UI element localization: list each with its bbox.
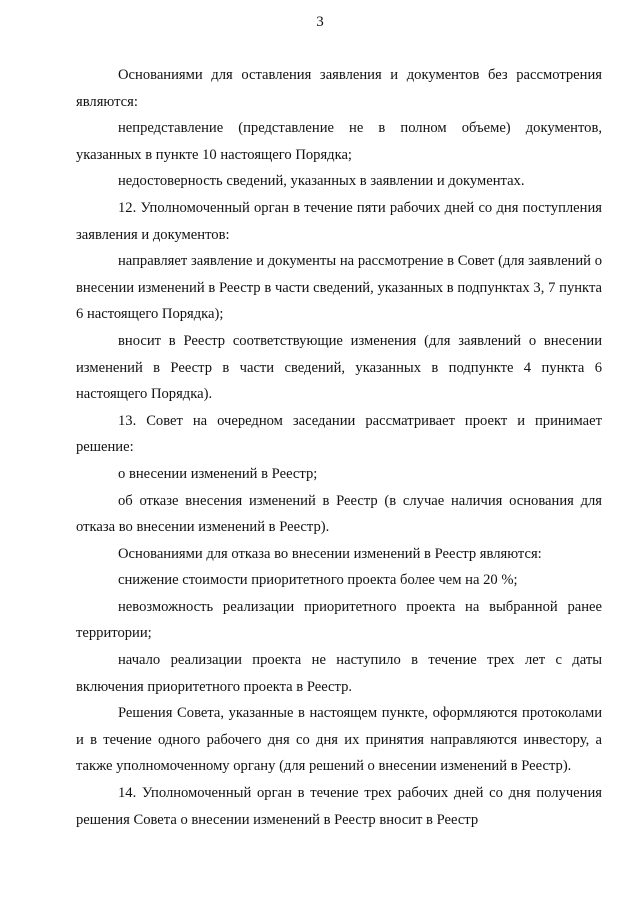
paragraph: Решения Совета, указанные в настоящем пункте, оформляются протоколами и в течение одного рабочего дня со дня их принятия направляются инвестору, а также уполномоченному органу (для решений о внесении изменений в Реестр). (76, 705, 602, 775)
paragraph: начало реализации проекта не наступило в течение трех лет с даты включения приоритетного проекта в Реестр. (76, 652, 602, 695)
paragraph: снижение стоимости приоритетного проекта более чем на 20 %; (118, 572, 518, 589)
paragraph: непредставление (представление не в полном объеме) документов, указанных в пункте 10 настоящего Порядка; (76, 120, 602, 163)
paragraph: 13. Совет на очередном заседании рассматривает проект и принимает решение: (76, 412, 602, 456)
paragraph: о внесении изменений в Реестр; (118, 465, 318, 482)
paragraph: 14. Уполномоченный орган в течение трех рабочих дней со дня получения решения Совета о внесении изменений в Реестр вносит в Реестр (76, 785, 602, 828)
page-number: 3 (316, 14, 324, 30)
paragraph: недостоверность сведений, указанных в заявлении и документах. (118, 173, 525, 190)
paragraph: направляет заявление и документы на рассмотрение в Совет (для заявлений о внесении изменений в Реестр в части сведений, указанных в подпунктах 3, 7 пункта 6 настоящего Порядка); (76, 253, 602, 323)
paragraph: вносит в Реестр соответствующие изменения (для заявлений о внесении изменений в Реестр в части сведений, указанных в подпункте 4 пункта 6 настоящего Порядка). (76, 332, 602, 403)
paragraph: Основаниями для отказа во внесении изменений в Реестр являются: (118, 545, 542, 562)
paragraph: невозможность реализации приоритетного проекта на выбранной ранее территории; (76, 598, 602, 642)
paragraph: Основаниями для оставления заявления и документов без рассмотрения являются: (76, 67, 602, 110)
document-body (76, 62, 602, 833)
paragraph: 12. Уполномоченный орган в течение пяти рабочих дней со дня поступления заявления и документов: (76, 199, 602, 243)
paragraph: об отказе внесения изменений в Реестр (в случае наличия основания для отказа во внесении изменений в Реестр). (76, 492, 602, 536)
